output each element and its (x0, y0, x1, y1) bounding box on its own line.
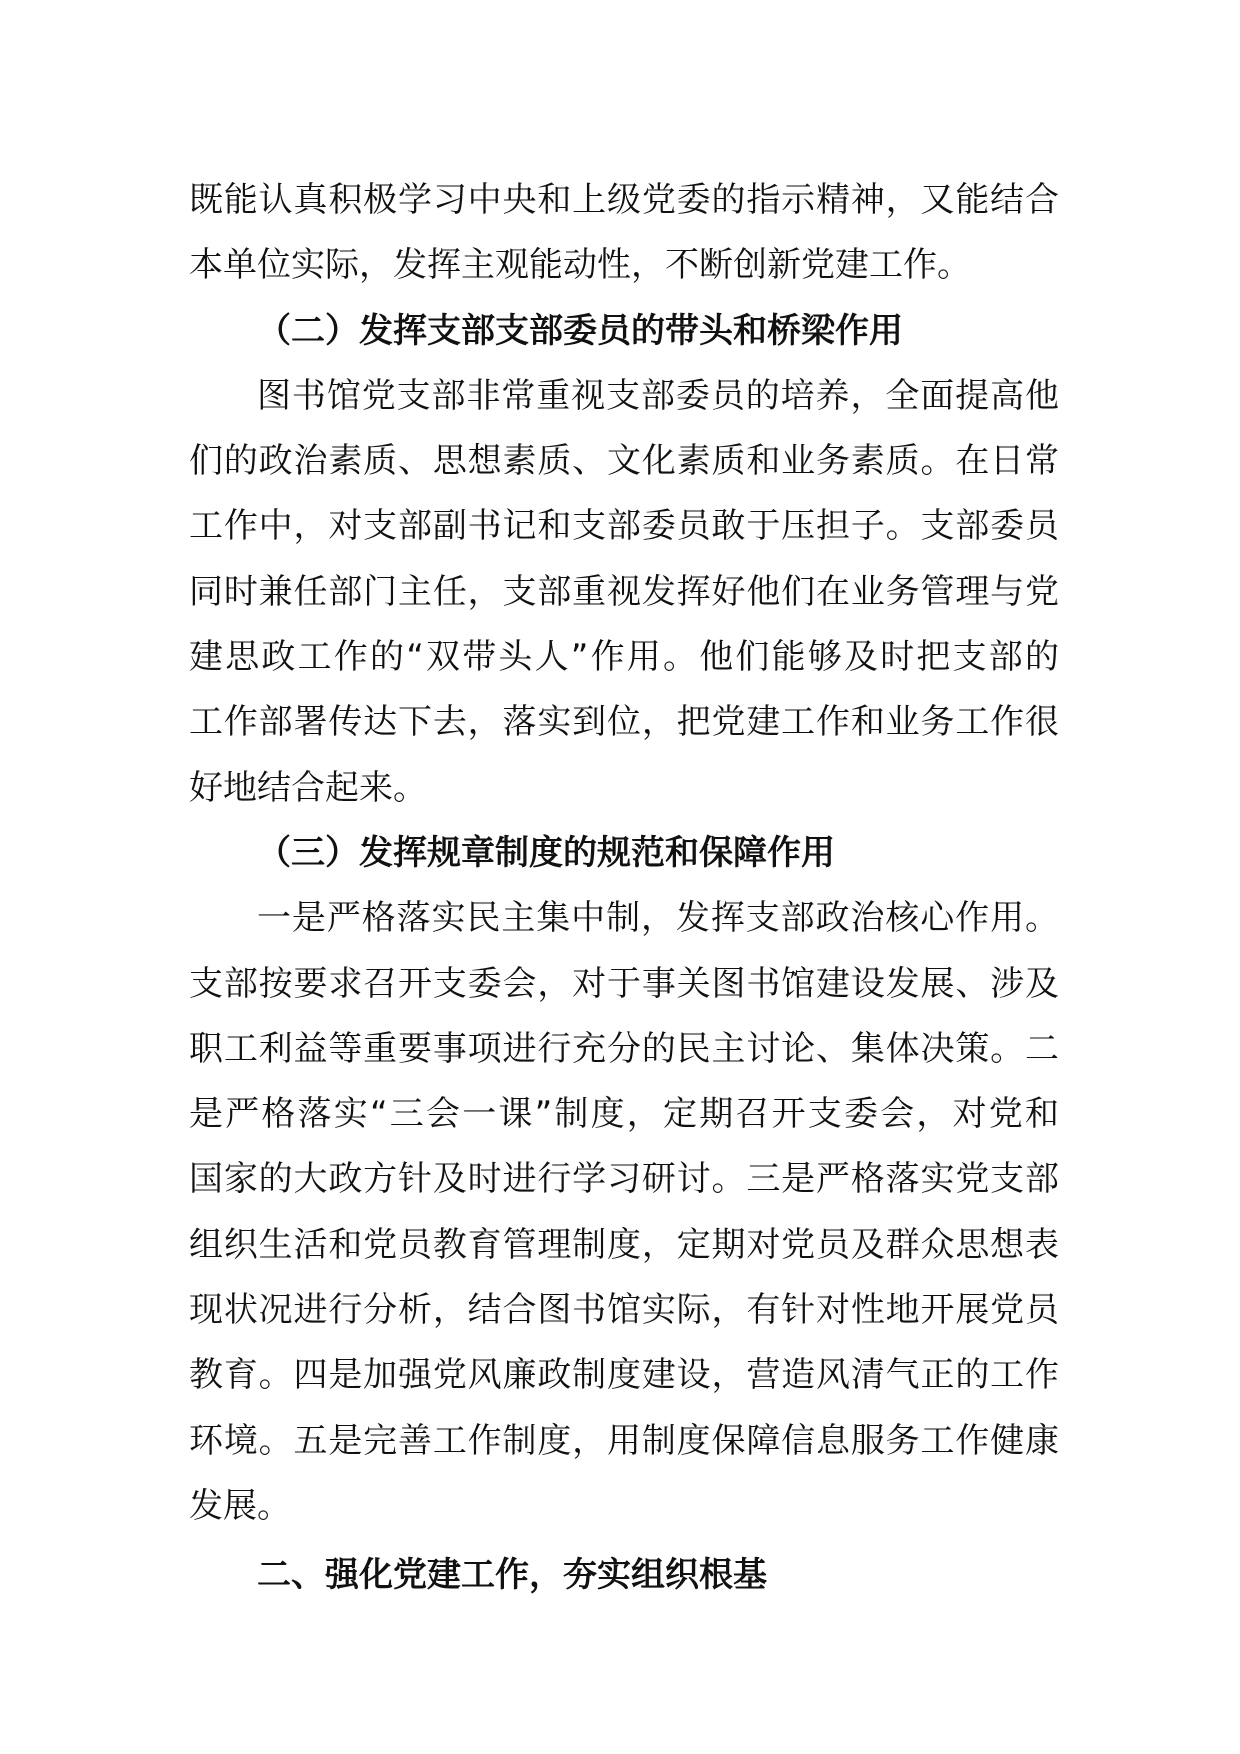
section-subheading-3: （三）发挥规章制度的规范和保障作用 (257, 832, 835, 873)
text-line: 工作中，对支部副书记和支部委员敢于压担子。支部委员 (189, 506, 1059, 547)
text-line: 职工利益等重要事项进行充分的民主讨论、集体决策。二 (189, 1028, 1059, 1069)
text-line: 既能认真积极学习中央和上级党委的指示精神，又能结合 (189, 180, 1059, 220)
text-line: 环境。五是完善工作制度，用制度保障信息服务工作健康 (189, 1420, 1059, 1461)
text-line: 同时兼任部门主任，支部重视发挥好他们在业务管理与党 (189, 571, 1059, 612)
text-line: 好地结合起来。 (189, 767, 427, 808)
section-subheading-2: （二）发挥支部支部委员的带头和桥梁作用 (257, 310, 903, 351)
paragraph-branch-committee (189, 364, 1059, 821)
text-line: 支部按要求召开支委会，对于事关图书馆建设发展、涉及 (189, 963, 1059, 1004)
text-line: 们的政治素质、思想素质、文化素质和业务素质。在日常 (189, 441, 1059, 482)
document-page (189, 168, 1059, 1609)
section-heading-2: 二、强化党建工作，夯实组织根基 (257, 1555, 767, 1596)
text-line: 本单位实际，发挥主观能动性，不断创新党建工作。 (189, 245, 971, 286)
text-line: 工作部署传达下去，落实到位，把党建工作和业务工作很 (189, 702, 1059, 743)
text-line: 一是严格落实民主集中制，发挥支部政治核心作用。 (257, 898, 1059, 939)
text-line: 建思政工作的“双带头人”作用。他们能够及时把支部的 (189, 637, 1059, 678)
text-line: 图书馆党支部非常重视支部委员的培养，全面提高他 (257, 375, 1059, 416)
paragraph-intro-continuation (189, 168, 1059, 299)
text-line: 发展。 (189, 1485, 291, 1526)
paragraph-regulations (189, 886, 1059, 1539)
text-line: 现状况进行分析，结合图书馆实际，有针对性地开展党员 (189, 1290, 1059, 1331)
text-line: 组织生活和党员教育管理制度，定期对党员及群众思想表 (189, 1224, 1059, 1265)
text-line: 是严格落实“三会一课”制度，定期召开支委会，对党和 (189, 1094, 1059, 1135)
text-line: 国家的大政方针及时进行学习研讨。三是严格落实党支部 (189, 1159, 1059, 1200)
text-line: 教育。四是加强党风廉政制度建设，营造风清气正的工作 (189, 1355, 1059, 1396)
